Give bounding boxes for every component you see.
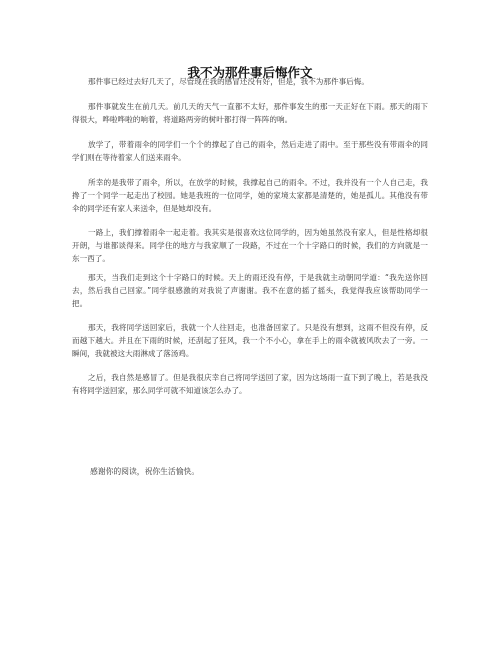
paragraph-8: 之后，我自然是感冒了。但是我很庆幸自己将同学送回了家，因为这场雨一直下到了晚上，若是我没有将同学送回家，那么同学可就不知道该怎么办了。 <box>72 373 428 395</box>
paragraph-7: 那天，我将同学送回家后，我就一个人往回走，也准备回家了。只是没有想到，这雨不但没有停，反而越下越大。并且在下雨的时候，还刮起了狂风，我一个不小心，拿在手上的雨伞就被风吹去了一旁。一瞬间，我就被这大雨淋成了落汤鸡。 <box>72 323 428 358</box>
paragraph-5: 一路上，我们撑着雨伞一起走着。我其实是很喜欢这位同学的，因为她虽然没有家人，但是性格却很开朗，与谁都谈得来。同学住的地方与我家顺了一段路，不过在一个十字路口的时候，我们的方向就是一东一西了。 <box>72 228 428 263</box>
document-title: 我不为那件事后悔作文 <box>187 65 313 80</box>
paragraph-2: 那件事就发生在前几天。前几天的天气一直都不太好，那件事发生的那一天正好在下雨。那天的雨下得很大，哗啦哗啦的响着，将道路两旁的树叶都打得一阵阵的响。 <box>72 102 428 124</box>
paragraph-6: 那天，当我们走到这个十字路口的时候。天上的雨还没有停，于是我就主动朝同学道：“我先送你回去，然后我自己回家。”同学很感激的对我说了声谢谢。我不在意的摇了摇头，我觉得我应该帮助同学一把。 <box>72 273 428 308</box>
paragraph-4: 所幸的是我带了雨伞，所以，在放学的时候，我撑起自己的雨伞。不过，我并没有一个人自己走，我搀了一个同学一起走出了校园。她是我班的一位同学，她的家境太家都是清楚的，她是孤儿。其他没有带伞的同学还有家人来送伞，但是她却没有。 <box>72 178 428 213</box>
paragraph-3: 放学了，带着雨伞的同学们一个个的撑起了自己的雨伞，然后走进了雨中。至于那些没有带雨伞的同学们则在等待着家人们送来雨伞。 <box>72 140 428 162</box>
paragraph-1: 那件事已经过去好几天了，尽管现在我的感冒还没有好，但是，我不为那件事后悔。 <box>88 77 369 86</box>
closing-note: 感谢你的阅读，祝你生活愉快。 <box>90 467 200 476</box>
